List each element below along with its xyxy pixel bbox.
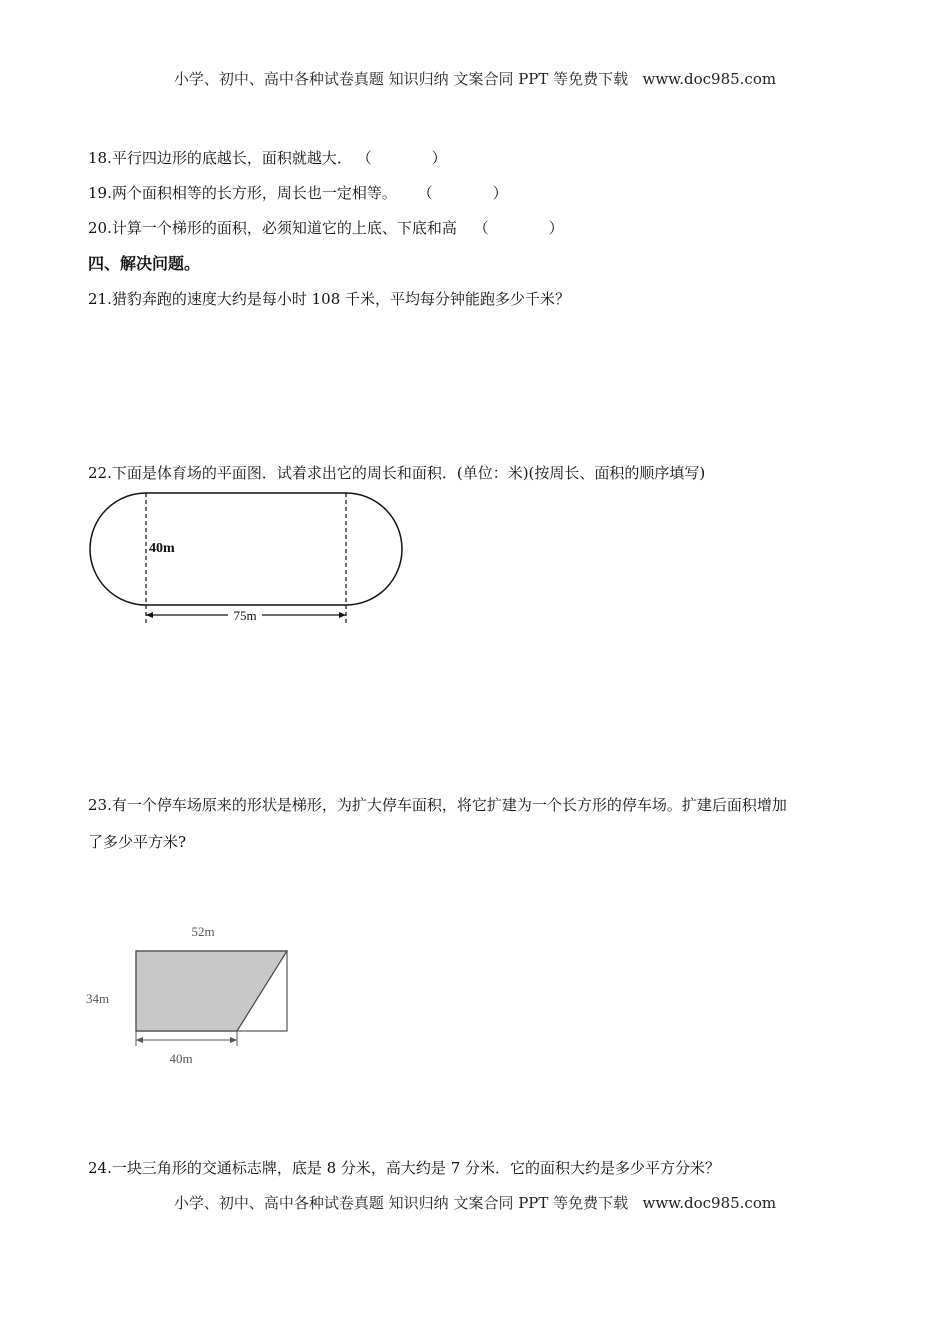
question-18-text: 18.平行四边形的底越长，面积就越大．: [88, 149, 352, 167]
width-label: 40m: [149, 541, 175, 556]
stadium-figure: [80, 485, 420, 630]
length-arrow-right: [339, 612, 346, 618]
question-23-line-2: 了多少平方米?: [88, 833, 187, 851]
trapezoid-shaded: [136, 951, 287, 1031]
stadium-outline: [90, 493, 402, 605]
bottom-arrow-right: [230, 1037, 237, 1043]
question-20: [88, 217, 564, 238]
question-18: [88, 147, 447, 168]
parking-lot-figure: [80, 918, 310, 1070]
footer-text: 小学、初中、高中各种试卷真题 知识归纳 文案合同 PPT 等免费下载: [173, 1194, 629, 1212]
answer-paren-19[interactable]: （ ）: [417, 184, 508, 202]
question-19: [88, 182, 508, 203]
top-label: 52m: [191, 924, 215, 939]
page-footer: [0, 1192, 950, 1213]
question-20-text: 20.计算一个梯形的面积，必须知道它的上底、下底和高: [88, 219, 457, 237]
question-24: 24.一块三角形的交通标志牌，底是 8 分米，高大约是 7 分米．它的面积大约是多少平方分米？: [88, 1159, 721, 1177]
bottom-label: 40m: [169, 1051, 193, 1066]
question-22: 22.下面是体育场的平面图．试着求出它的周长和面积．(单位：米)(按周长、面积的顺序填写): [88, 464, 706, 482]
side-label: 34m: [86, 991, 110, 1006]
question-23-line-1: 23.有一个停车场原来的形状是梯形，为扩大停车面积，将它扩建为一个长方形的停车场。扩建后面积增加: [88, 796, 787, 814]
answer-paren-20[interactable]: （ ）: [473, 219, 564, 237]
length-label: 75m: [233, 608, 257, 623]
header-text: 小学、初中、高中各种试卷真题 知识归纳 文案合同 PPT 等免费下载: [173, 70, 629, 88]
answer-paren-18[interactable]: （ ）: [356, 149, 447, 167]
header-url: www.doc985.com: [642, 70, 777, 88]
question-21: 21.猎豹奔跑的速度大约是每小时 108 千米，平均每分钟能跑多少千米？: [88, 290, 571, 308]
page-header: [0, 68, 950, 89]
footer-url: www.doc985.com: [642, 1194, 777, 1212]
section-title: 四、解决问题。: [88, 254, 201, 273]
bottom-arrow-left: [136, 1037, 143, 1043]
length-arrow-left: [146, 612, 153, 618]
question-19-text: 19.两个面积相等的长方形，周长也一定相等。: [88, 184, 397, 202]
